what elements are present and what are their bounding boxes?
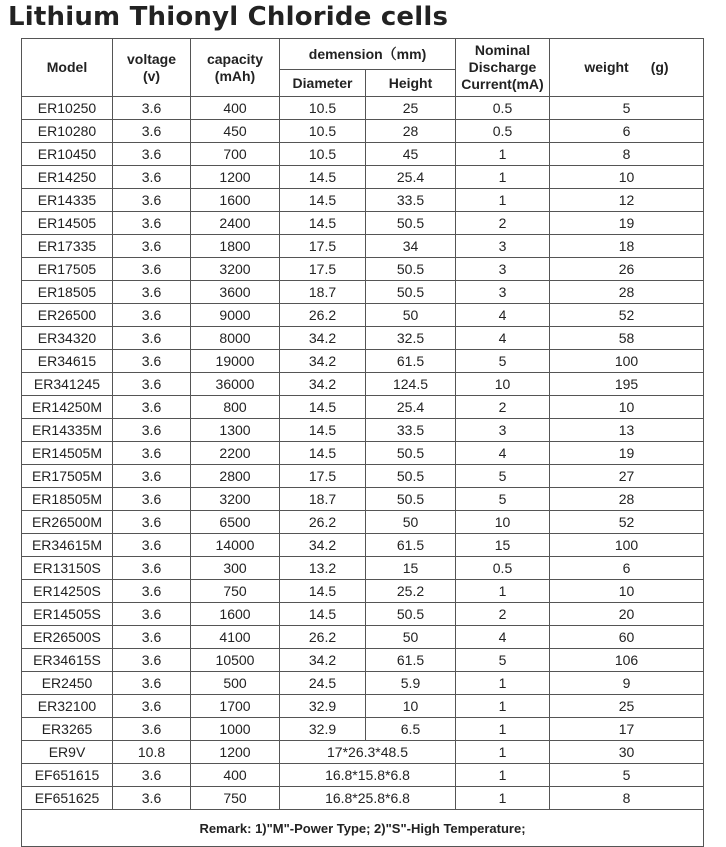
header-discharge-line3: Current(mA) xyxy=(461,76,544,92)
cell-voltage: 3.6 xyxy=(113,258,191,281)
cell-model: ER14250S xyxy=(22,580,113,603)
cell-diameter: 32.9 xyxy=(280,718,366,741)
cell-model: ER34320 xyxy=(22,327,113,350)
cell-voltage: 3.6 xyxy=(113,465,191,488)
cell-capacity: 1700 xyxy=(191,695,280,718)
cell-capacity: 450 xyxy=(191,120,280,143)
cell-capacity: 1800 xyxy=(191,235,280,258)
table-row xyxy=(22,235,704,258)
table-row xyxy=(22,258,704,281)
cell-model: ER14505M xyxy=(22,442,113,465)
cell-voltage: 3.6 xyxy=(113,166,191,189)
cell-height: 50 xyxy=(366,511,456,534)
cell-current: 4 xyxy=(456,626,550,649)
cell-current: 3 xyxy=(456,419,550,442)
table-row xyxy=(22,166,704,189)
cell-dimension: 17*26.3*48.5 xyxy=(280,741,456,764)
cell-model: ER14250 xyxy=(22,166,113,189)
cell-capacity: 9000 xyxy=(191,304,280,327)
cell-height: 61.5 xyxy=(366,534,456,557)
cell-capacity: 4100 xyxy=(191,626,280,649)
cell-weight: 8 xyxy=(550,143,704,166)
cell-height: 15 xyxy=(366,557,456,580)
cell-weight: 18 xyxy=(550,235,704,258)
cell-weight: 28 xyxy=(550,281,704,304)
cell-diameter: 26.2 xyxy=(280,304,366,327)
cell-weight: 6 xyxy=(550,557,704,580)
header-weight xyxy=(550,39,704,97)
cell-model: ER18505 xyxy=(22,281,113,304)
cell-height: 33.5 xyxy=(366,419,456,442)
cell-current: 0.5 xyxy=(456,557,550,580)
cell-capacity: 1600 xyxy=(191,189,280,212)
cell-model: ER10450 xyxy=(22,143,113,166)
table-row xyxy=(22,373,704,396)
cell-current: 1 xyxy=(456,580,550,603)
cell-current: 1 xyxy=(456,189,550,212)
cell-height: 5.9 xyxy=(366,672,456,695)
cell-diameter: 14.5 xyxy=(280,603,366,626)
table-row xyxy=(22,741,704,764)
cell-capacity: 500 xyxy=(191,672,280,695)
cell-model: ER10250 xyxy=(22,97,113,120)
cell-voltage: 3.6 xyxy=(113,304,191,327)
cell-height: 34 xyxy=(366,235,456,258)
cell-height: 10 xyxy=(366,695,456,718)
header-discharge xyxy=(456,39,550,97)
cell-diameter: 26.2 xyxy=(280,511,366,534)
table-row xyxy=(22,465,704,488)
cell-voltage: 3.6 xyxy=(113,281,191,304)
cell-model: ER17505M xyxy=(22,465,113,488)
cell-dimension: 16.8*15.8*6.8 xyxy=(280,764,456,787)
cell-model: ER26500 xyxy=(22,304,113,327)
table-row xyxy=(22,488,704,511)
cell-diameter: 18.7 xyxy=(280,488,366,511)
cell-weight: 25 xyxy=(550,695,704,718)
cell-current: 1 xyxy=(456,787,550,810)
specs-table xyxy=(21,38,704,847)
cell-capacity: 3600 xyxy=(191,281,280,304)
table-row xyxy=(22,327,704,350)
cell-voltage: 3.6 xyxy=(113,488,191,511)
cell-weight: 13 xyxy=(550,419,704,442)
table-row xyxy=(22,603,704,626)
cell-voltage: 3.6 xyxy=(113,350,191,373)
cell-current: 2 xyxy=(456,396,550,419)
cell-voltage: 3.6 xyxy=(113,695,191,718)
cell-current: 1 xyxy=(456,764,550,787)
cell-capacity: 6500 xyxy=(191,511,280,534)
cell-weight: 27 xyxy=(550,465,704,488)
cell-capacity: 750 xyxy=(191,580,280,603)
cell-model: ER17335 xyxy=(22,235,113,258)
cell-model: ER13150S xyxy=(22,557,113,580)
cell-voltage: 3.6 xyxy=(113,97,191,120)
cell-capacity: 1000 xyxy=(191,718,280,741)
cell-diameter: 26.2 xyxy=(280,626,366,649)
cell-current: 1 xyxy=(456,718,550,741)
cell-diameter: 17.5 xyxy=(280,465,366,488)
cell-current: 2 xyxy=(456,603,550,626)
cell-model: ER34615S xyxy=(22,649,113,672)
cell-capacity: 400 xyxy=(191,97,280,120)
header-voltage xyxy=(113,39,191,97)
cell-voltage: 3.6 xyxy=(113,603,191,626)
table-row xyxy=(22,281,704,304)
cell-voltage: 3.6 xyxy=(113,212,191,235)
cell-capacity: 8000 xyxy=(191,327,280,350)
cell-diameter: 17.5 xyxy=(280,258,366,281)
cell-model: ER14335 xyxy=(22,189,113,212)
cell-height: 50.5 xyxy=(366,212,456,235)
cell-diameter: 24.5 xyxy=(280,672,366,695)
cell-voltage: 3.6 xyxy=(113,327,191,350)
table-row xyxy=(22,189,704,212)
cell-model: ER14335M xyxy=(22,419,113,442)
table-row xyxy=(22,419,704,442)
cell-height: 50.5 xyxy=(366,488,456,511)
cell-current: 0.5 xyxy=(456,120,550,143)
cell-model: ER3265 xyxy=(22,718,113,741)
cell-current: 5 xyxy=(456,488,550,511)
cell-model: ER14250M xyxy=(22,396,113,419)
cell-weight: 60 xyxy=(550,626,704,649)
header-diameter: Diameter xyxy=(280,70,366,97)
header-discharge-line2: Discharge xyxy=(468,59,537,75)
table-row xyxy=(22,120,704,143)
cell-current: 3 xyxy=(456,235,550,258)
cell-height: 50 xyxy=(366,626,456,649)
cell-height: 61.5 xyxy=(366,350,456,373)
table-row xyxy=(22,672,704,695)
header-weight-unit: (g) xyxy=(650,59,669,75)
header-dimension: demension（mm) xyxy=(280,39,456,70)
header-capacity-unit: (mAh) xyxy=(214,67,256,84)
header-voltage-unit: (v) xyxy=(142,67,161,84)
cell-voltage: 3.6 xyxy=(113,557,191,580)
table-row xyxy=(22,350,704,373)
cell-voltage: 3.6 xyxy=(113,534,191,557)
cell-weight: 195 xyxy=(550,373,704,396)
table-row xyxy=(22,649,704,672)
cell-current: 1 xyxy=(456,143,550,166)
cell-diameter: 34.2 xyxy=(280,327,366,350)
cell-diameter: 14.5 xyxy=(280,580,366,603)
cell-height: 25.4 xyxy=(366,166,456,189)
cell-height: 45 xyxy=(366,143,456,166)
cell-voltage: 3.6 xyxy=(113,511,191,534)
header-weight-label: weight xyxy=(584,59,629,75)
table-row xyxy=(22,304,704,327)
table-row xyxy=(22,97,704,120)
cell-diameter: 10.5 xyxy=(280,97,366,120)
table-row xyxy=(22,396,704,419)
cell-weight: 58 xyxy=(550,327,704,350)
cell-voltage: 3.6 xyxy=(113,120,191,143)
cell-height: 61.5 xyxy=(366,649,456,672)
cell-current: 5 xyxy=(456,649,550,672)
cell-voltage: 3.6 xyxy=(113,442,191,465)
cell-weight: 19 xyxy=(550,212,704,235)
cell-current: 0.5 xyxy=(456,97,550,120)
cell-capacity: 14000 xyxy=(191,534,280,557)
cell-current: 10 xyxy=(456,373,550,396)
cell-weight: 5 xyxy=(550,764,704,787)
cell-capacity: 300 xyxy=(191,557,280,580)
cell-current: 5 xyxy=(456,465,550,488)
cell-weight: 19 xyxy=(550,442,704,465)
cell-height: 28 xyxy=(366,120,456,143)
cell-capacity: 750 xyxy=(191,787,280,810)
cell-diameter: 34.2 xyxy=(280,350,366,373)
cell-diameter: 10.5 xyxy=(280,143,366,166)
cell-height: 32.5 xyxy=(366,327,456,350)
cell-weight: 10 xyxy=(550,580,704,603)
cell-weight: 106 xyxy=(550,649,704,672)
cell-voltage: 3.6 xyxy=(113,764,191,787)
cell-voltage: 3.6 xyxy=(113,787,191,810)
cell-current: 1 xyxy=(456,741,550,764)
cell-height: 6.5 xyxy=(366,718,456,741)
cell-model: ER9V xyxy=(22,741,113,764)
cell-model: EF651625 xyxy=(22,787,113,810)
cell-weight: 5 xyxy=(550,97,704,120)
cell-capacity: 19000 xyxy=(191,350,280,373)
cell-weight: 9 xyxy=(550,672,704,695)
cell-current: 4 xyxy=(456,442,550,465)
cell-model: ER10280 xyxy=(22,120,113,143)
table-row xyxy=(22,557,704,580)
cell-capacity: 36000 xyxy=(191,373,280,396)
cell-model: ER341245 xyxy=(22,373,113,396)
remark-note: Remark: 1)"M"-Power Type; 2)"S"-High Temperature; xyxy=(22,810,704,847)
cell-current: 1 xyxy=(456,166,550,189)
cell-current: 1 xyxy=(456,672,550,695)
cell-weight: 100 xyxy=(550,534,704,557)
cell-model: ER2450 xyxy=(22,672,113,695)
cell-model: ER34615M xyxy=(22,534,113,557)
cell-diameter: 14.5 xyxy=(280,166,366,189)
cell-voltage: 3.6 xyxy=(113,672,191,695)
table-row xyxy=(22,695,704,718)
cell-model: ER18505M xyxy=(22,488,113,511)
cell-diameter: 14.5 xyxy=(280,419,366,442)
cell-diameter: 34.2 xyxy=(280,649,366,672)
cell-model: ER14505 xyxy=(22,212,113,235)
header-discharge-line1: Nominal xyxy=(474,42,531,58)
cell-capacity: 3200 xyxy=(191,488,280,511)
cell-capacity: 10500 xyxy=(191,649,280,672)
cell-height: 50.5 xyxy=(366,603,456,626)
cell-current: 3 xyxy=(456,281,550,304)
cell-diameter: 10.5 xyxy=(280,120,366,143)
table-row xyxy=(22,212,704,235)
cell-current: 10 xyxy=(456,511,550,534)
cell-height: 25.2 xyxy=(366,580,456,603)
cell-weight: 10 xyxy=(550,166,704,189)
cell-height: 50.5 xyxy=(366,465,456,488)
cell-weight: 28 xyxy=(550,488,704,511)
cell-weight: 52 xyxy=(550,304,704,327)
cell-capacity: 1200 xyxy=(191,741,280,764)
table-row xyxy=(22,442,704,465)
cell-capacity: 1200 xyxy=(191,166,280,189)
cell-voltage: 3.6 xyxy=(113,373,191,396)
cell-height: 124.5 xyxy=(366,373,456,396)
cell-current: 1 xyxy=(456,695,550,718)
cell-weight: 12 xyxy=(550,189,704,212)
cell-current: 15 xyxy=(456,534,550,557)
cell-diameter: 14.5 xyxy=(280,396,366,419)
table-row xyxy=(22,718,704,741)
cell-voltage: 3.6 xyxy=(113,396,191,419)
table-row xyxy=(22,626,704,649)
cell-model: ER14505S xyxy=(22,603,113,626)
table-row xyxy=(22,511,704,534)
cell-height: 50.5 xyxy=(366,442,456,465)
cell-height: 25 xyxy=(366,97,456,120)
cell-voltage: 3.6 xyxy=(113,580,191,603)
cell-diameter: 17.5 xyxy=(280,235,366,258)
cell-height: 50 xyxy=(366,304,456,327)
cell-current: 5 xyxy=(456,350,550,373)
header-voltage-label: voltage xyxy=(126,50,176,67)
cell-weight: 6 xyxy=(550,120,704,143)
cell-height: 33.5 xyxy=(366,189,456,212)
cell-capacity: 1600 xyxy=(191,603,280,626)
cell-diameter: 14.5 xyxy=(280,442,366,465)
cell-capacity: 800 xyxy=(191,396,280,419)
header-height: Height xyxy=(366,70,456,97)
cell-height: 50.5 xyxy=(366,258,456,281)
cell-weight: 30 xyxy=(550,741,704,764)
cell-diameter: 18.7 xyxy=(280,281,366,304)
cell-voltage: 3.6 xyxy=(113,235,191,258)
cell-weight: 20 xyxy=(550,603,704,626)
cell-voltage: 3.6 xyxy=(113,189,191,212)
table-body xyxy=(22,97,704,810)
cell-weight: 26 xyxy=(550,258,704,281)
header-capacity-label: capacity xyxy=(206,50,264,67)
header-capacity xyxy=(191,39,280,97)
cell-current: 4 xyxy=(456,327,550,350)
cell-capacity: 400 xyxy=(191,764,280,787)
table-row xyxy=(22,143,704,166)
cell-diameter: 32.9 xyxy=(280,695,366,718)
cell-height: 50.5 xyxy=(366,281,456,304)
cell-model: ER26500S xyxy=(22,626,113,649)
cell-voltage: 3.6 xyxy=(113,419,191,442)
cell-weight: 8 xyxy=(550,787,704,810)
header-model: Model xyxy=(22,39,113,97)
cell-diameter: 14.5 xyxy=(280,189,366,212)
cell-dimension: 16.8*25.8*6.8 xyxy=(280,787,456,810)
cell-model: ER26500M xyxy=(22,511,113,534)
cell-diameter: 34.2 xyxy=(280,534,366,557)
cell-diameter: 13.2 xyxy=(280,557,366,580)
page-title: Lithium Thionyl Chloride cells xyxy=(8,2,449,32)
cell-model: EF651615 xyxy=(22,764,113,787)
cell-capacity: 3200 xyxy=(191,258,280,281)
cell-current: 2 xyxy=(456,212,550,235)
cell-capacity: 2200 xyxy=(191,442,280,465)
cell-current: 3 xyxy=(456,258,550,281)
cell-weight: 52 xyxy=(550,511,704,534)
cell-weight: 100 xyxy=(550,350,704,373)
cell-capacity: 2400 xyxy=(191,212,280,235)
cell-diameter: 14.5 xyxy=(280,212,366,235)
cell-model: ER17505 xyxy=(22,258,113,281)
cell-current: 4 xyxy=(456,304,550,327)
cell-capacity: 2800 xyxy=(191,465,280,488)
cell-voltage: 10.8 xyxy=(113,741,191,764)
cell-diameter: 34.2 xyxy=(280,373,366,396)
table-row xyxy=(22,787,704,810)
cell-model: ER34615 xyxy=(22,350,113,373)
table-row xyxy=(22,580,704,603)
cell-weight: 10 xyxy=(550,396,704,419)
cell-voltage: 3.6 xyxy=(113,649,191,672)
cell-voltage: 3.6 xyxy=(113,143,191,166)
cell-voltage: 3.6 xyxy=(113,626,191,649)
table-row xyxy=(22,764,704,787)
cell-model: ER32100 xyxy=(22,695,113,718)
cell-capacity: 700 xyxy=(191,143,280,166)
cell-capacity: 1300 xyxy=(191,419,280,442)
cell-height: 25.4 xyxy=(366,396,456,419)
cell-weight: 17 xyxy=(550,718,704,741)
cell-voltage: 3.6 xyxy=(113,718,191,741)
table-row xyxy=(22,534,704,557)
